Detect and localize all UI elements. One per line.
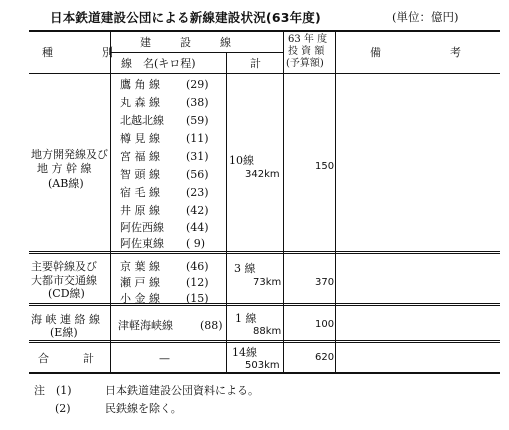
line-km: (29) [186,78,209,91]
group1-total-lines: 10線 [229,154,254,167]
group1-category-3: (AB線) [48,177,84,190]
line-km: (38) [186,96,209,109]
line-km: ( 9) [186,237,206,250]
table-bottom-rule [29,372,500,374]
group2-investment: 370 [315,277,335,288]
group3-investment: 100 [315,319,335,330]
col-rule-3 [283,30,284,373]
line-km: (23) [186,186,209,199]
line-name: 宮 福 線 [120,150,160,163]
note-1-mark: 注 (1) [34,384,72,397]
line-name: 小 金 線 [120,292,160,305]
line-km: (12) [186,276,209,289]
group1-total-km: 342km [245,169,280,180]
line-km: (44) [186,221,209,234]
group3-total-km: 88km [253,326,282,337]
note-1-text: 日本鉄道建設公団資料による。 [105,384,259,397]
group3-bottom-rule [29,340,500,341]
line-name: 京 葉 線 [120,260,160,273]
group2-category-1: 主要幹線及び [31,260,97,273]
grand-total-line-name: — [159,352,170,365]
group1-category-1: 地方開発線及び [31,148,108,161]
line-name: 丸 森 線 [120,96,160,109]
grand-total-label: 合 計 [38,352,98,365]
line-km: (42) [186,204,209,217]
header-investment-1: 63 年 度 [288,34,328,45]
line-name: 阿佐西線 [120,221,164,234]
group3-total-lines: 1 線 [235,312,257,325]
line-name: 阿佐東線 [120,237,164,250]
header-line-name: 線 名(キロ程) [121,57,196,70]
line-km: (15) [186,292,209,305]
group2-total-lines: 3 線 [234,262,256,275]
header-category: 種 別 [42,46,122,59]
header-investment-2: 投 資 額 [288,46,325,57]
header-mid-rule [110,52,283,53]
line-name: 樽 見 線 [120,132,160,145]
line-km: (56) [186,168,209,181]
note-2-mark: (2) [55,402,71,415]
line-name: 井 原 線 [120,204,160,217]
header-remarks: 備 考 [370,46,470,59]
line-name: 瀬 戸 線 [120,276,160,289]
col-rule-4 [335,30,336,373]
grand-total-investment: 620 [315,352,335,363]
group3-category-1: 海 峡 連 絡 線 [31,313,100,326]
line-name: 津軽海峡線 [118,319,173,332]
group2-total-km: 73km [253,277,282,288]
grand-total-km: 503km [245,360,280,371]
note-2-text: 民鉄線を除く。 [105,402,182,415]
grand-total-lines: 14線 [232,346,257,359]
group2-category-3: (CD線) [48,287,85,300]
header-total: 計 [250,57,261,70]
line-name: 北越北線 [120,114,164,127]
line-name: 智 頭 線 [120,168,160,181]
table-top-rule [29,30,500,32]
line-km: (88) [200,319,223,332]
line-name: 宿 毛 線 [120,186,160,199]
line-km: (11) [186,132,209,145]
group1-bottom-rule-2 [29,253,500,254]
group1-bottom-rule [29,251,500,252]
group2-category-2: 大都市交通線 [31,274,97,287]
header-bottom-rule [29,73,500,74]
group3-bottom-rule-2 [29,342,500,343]
line-km: (59) [186,114,209,127]
group2-bottom-rule [29,303,500,304]
col-rule-1 [110,30,111,373]
table-title: 日本鉄道建設公団による新線建設状況(63年度) [50,10,321,25]
line-name: 鷹 角 線 [120,78,160,91]
group1-investment: 150 [315,161,335,172]
group2-bottom-rule-2 [29,305,500,306]
group1-category-2: 地 方 幹 線 [37,162,92,175]
col-rule-2 [226,53,227,373]
line-km: (31) [186,150,209,163]
group3-category-2: (E線) [50,326,78,339]
unit-label: (単位：億円) [392,10,459,24]
line-km: (46) [186,260,209,273]
header-investment-3: (予算額) [286,58,324,69]
header-construction: 建 設 線 [140,36,240,49]
